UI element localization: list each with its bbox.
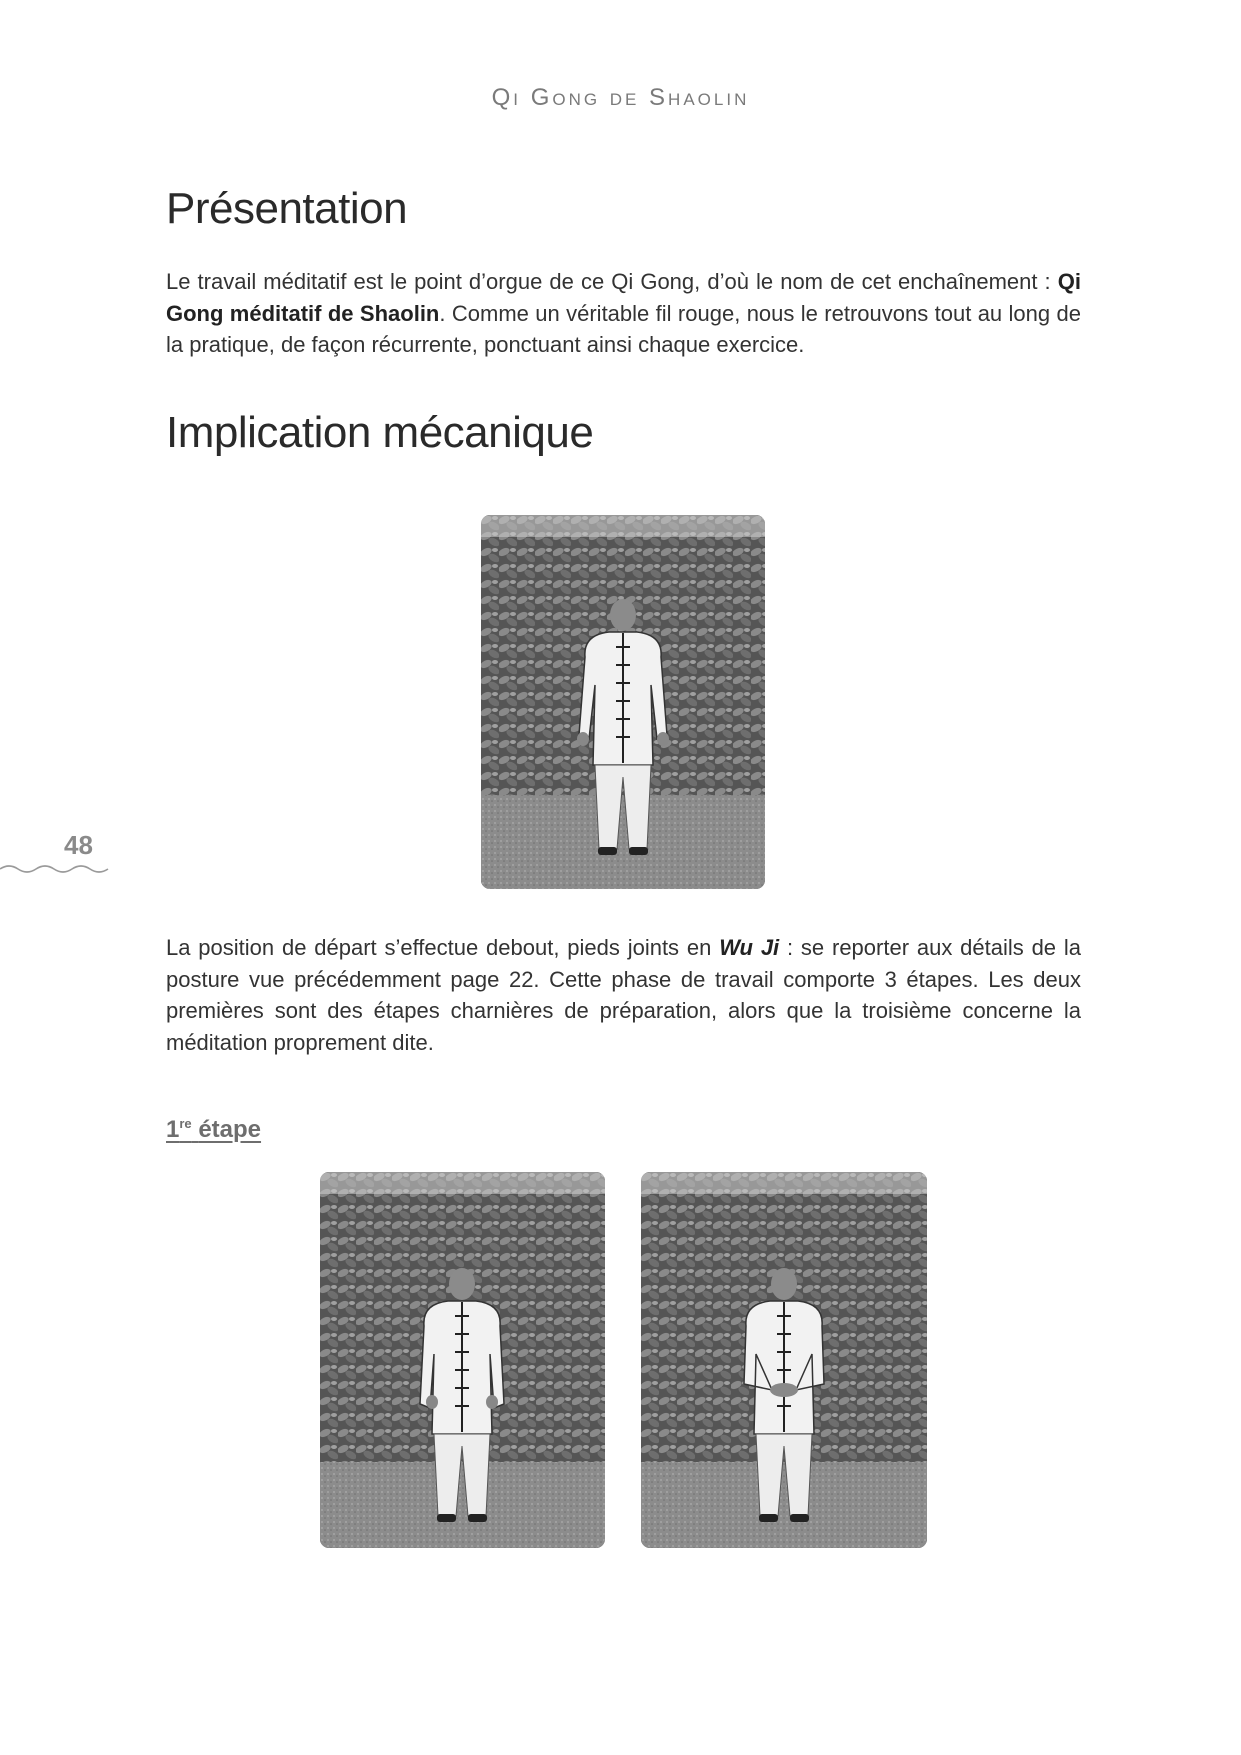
presentation-paragraph [166,266,1081,361]
page-number: 48 [64,830,93,860]
section-title-presentation: Présentation [166,184,408,233]
implication-text-wuji: Wu Ji [719,935,780,960]
implication-paragraph [166,932,1081,1058]
step-label-num: 1 [166,1116,180,1143]
presentation-text-bold: Qi Gong méditatif de Shaolin [166,269,1081,326]
presentation-text-rest: . Comme un véritable fil rouge, nous le retrouvons tout au long de la pratique, de façon récurrente, ponctuant ainsi chaque exercice. [166,300,1081,357]
step-label-text: étape [198,1116,262,1143]
implication-text-part1: La position de départ s’effectue debout, pieds joints en [166,935,720,960]
photo-step1-b [641,1172,927,1548]
photo-step1-a [320,1172,605,1548]
implication-text-part2: : se reporter aux détails de la posture vue précédemment page 22. Cette phase de travail comporte 3 étapes. Les deux premières sont des étapes charnières de préparation, alors que la troisième concerne la méditation proprement dite. [166,935,1081,1055]
section-title-implication: Implication mécanique [166,408,594,457]
running-header: Qi Gong de Shaolin [491,84,750,111]
photo-standing-wuji [481,515,765,889]
step-label-sup: re [179,1116,192,1131]
presentation-text-intro: Le travail méditatif est le point d’orgue de ce Qi Gong, d’où le nom de cet enchaînement : [166,269,1051,294]
page-number-wave [0,862,110,876]
step-label-1 [166,1116,261,1144]
